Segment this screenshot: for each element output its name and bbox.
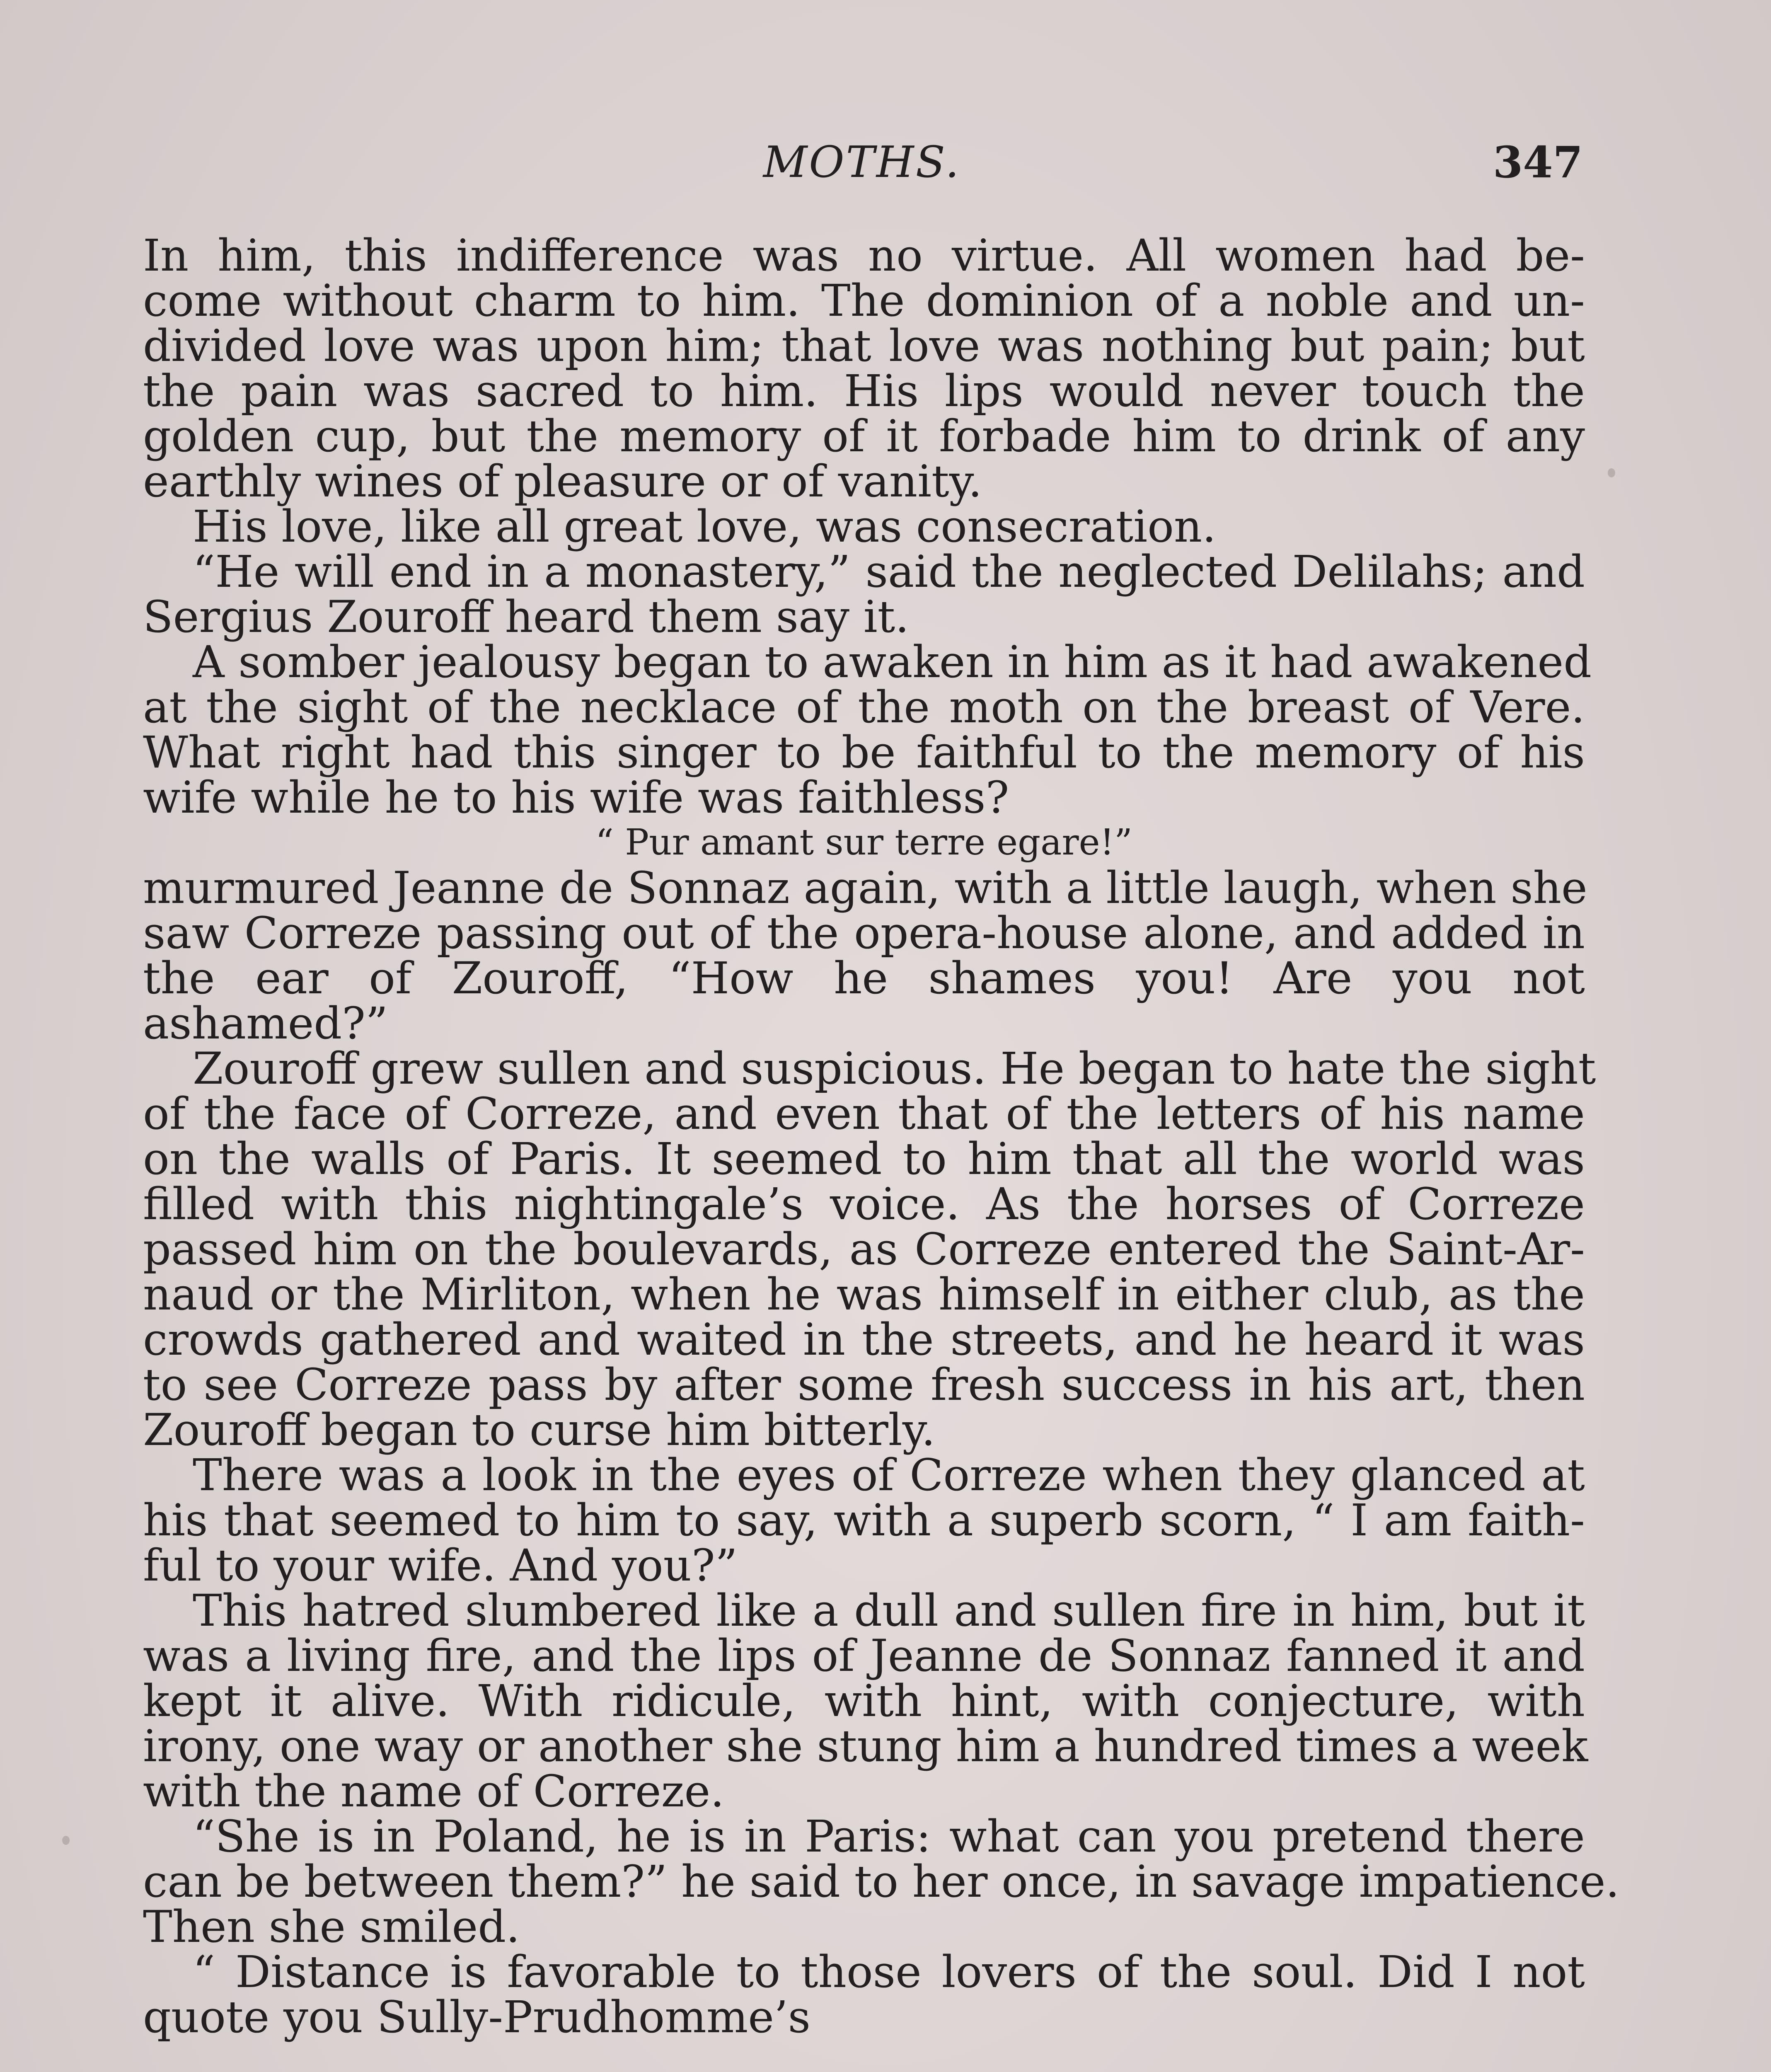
- paper-speck: [62, 1836, 70, 1845]
- text-line: crowds gathered and waited in the streets, and he heard it was: [143, 1314, 1585, 1365]
- text-line: Sergius Zouroff heard them say it.: [143, 591, 909, 642]
- text-line: come without charm to him. The dominion of a noble and un-: [143, 275, 1585, 326]
- paper-speck: [1608, 468, 1615, 477]
- text-line: divided love was upon him; that love was nothing but pain; but: [143, 320, 1585, 371]
- text-line: wife while he to his wife was faithless?: [143, 772, 1009, 823]
- text-line: saw Correze passing out of the opera-house alone, and added in: [143, 908, 1585, 959]
- spacer: [143, 2040, 1585, 2072]
- text-line: on the walls of Paris. It seemed to him that all the world was: [143, 1133, 1585, 1184]
- text-line: “He will end in a monastery,” said the neglected Delilahs; and: [193, 546, 1585, 597]
- text-line: ashamed?”: [143, 998, 388, 1049]
- text-line: quote you Sully-Prudhomme’s: [143, 1992, 811, 2043]
- text-line: was a living fire, and the lips of Jeanne de Sonnaz fanned it and: [143, 1630, 1585, 1681]
- text-line: earthly wines of pleasure or of vanity.: [143, 456, 982, 507]
- verse-line: “ Pur amant sur terre egare!”: [595, 822, 1132, 863]
- text-line: of the face of Correze, and even that of the letters of his name: [143, 1088, 1585, 1139]
- text-line: ful to your wife. And you?”: [143, 1540, 738, 1591]
- text-line: passed him on the boulevards, as Correze entered the Saint-Ar-: [143, 1224, 1585, 1275]
- text-line: can be between them?” he said to her once, in savage impatience.: [143, 1856, 1620, 1907]
- body-text: [143, 230, 1620, 2072]
- text-line: his that seemed to him to say, with a superb scorn, “ I am faith-: [143, 1495, 1585, 1546]
- text-line: irony, one way or another she stung him a hundred times a week: [143, 1721, 1588, 1772]
- text-line: There was a look in the eyes of Correze when they glanced at: [193, 1450, 1585, 1501]
- text-line: the ear of Zouroff, “How he shames you! Are you not: [143, 953, 1585, 1004]
- page-header: [141, 137, 1583, 195]
- text-line: at the sight of the necklace of the moth on the breast of Vere.: [143, 682, 1585, 733]
- text-line: the pain was sacred to him. His lips would never touch the: [143, 366, 1585, 416]
- text-line: “She is in Poland, he is in Paris: what can you pretend there: [193, 1811, 1585, 1862]
- text-line: naud or the Mirliton, when he was himself in either club, as the: [143, 1269, 1585, 1320]
- text-line: Zouroff began to curse him bitterly.: [143, 1404, 936, 1455]
- text-line: kept it alive. With ridicule, with hint, with conjecture, with: [143, 1675, 1585, 1726]
- text-line: golden cup, but the memory of it forbade him to drink of any: [143, 411, 1585, 462]
- text-line: Then she smiled.: [143, 1901, 520, 1952]
- text-line: In him, this indifference was no virtue. All women had be-: [143, 230, 1585, 281]
- text-line: A somber jealousy began to awaken in him as it had awakened: [193, 637, 1592, 687]
- text-line: murmured Jeanne de Sonnaz again, with a little laugh, when she: [143, 862, 1587, 913]
- running-head: MOTHS.: [763, 137, 961, 187]
- text-line: filled with this nightingale’s voice. As the horses of Correze: [143, 1179, 1585, 1230]
- text-line: What right had this singer to be faithful to the memory of his: [143, 727, 1585, 778]
- text-line: to see Correze pass by after some fresh success in his art, then: [143, 1359, 1585, 1410]
- text-line: This hatred slumbered like a dull and sullen fire in him, but it: [193, 1585, 1585, 1636]
- page-number: 347: [1493, 137, 1583, 188]
- text-line: “ Distance is favorable to those lovers of the soul. Did I not: [193, 1946, 1585, 1997]
- text-line: with the name of Correze.: [143, 1766, 724, 1817]
- text-line: Zouroff grew sullen and suspicious. He began to hate the sight: [193, 1043, 1596, 1094]
- text-line: His love, like all great love, was consecration.: [193, 501, 1216, 552]
